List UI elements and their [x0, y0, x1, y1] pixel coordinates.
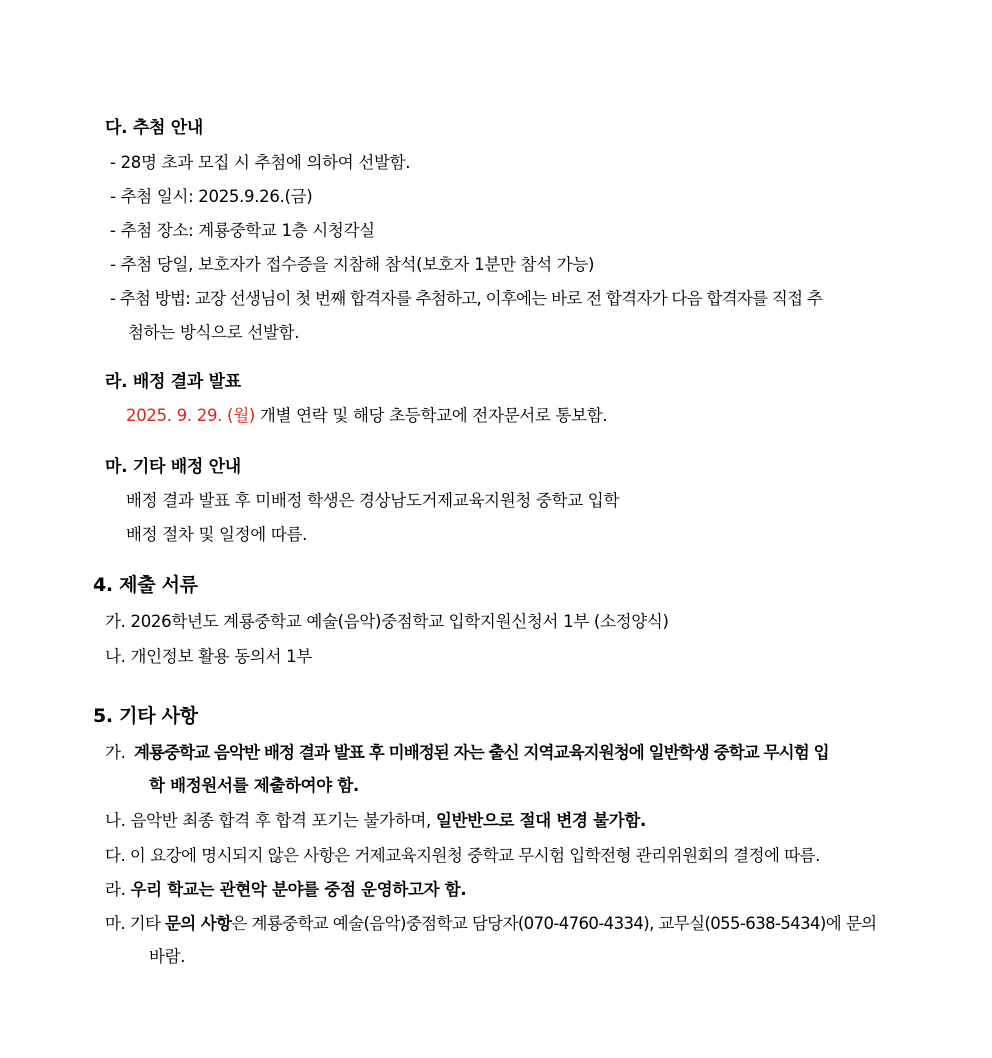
announcement-text: 개별 연락 및 해당 초등학교에 전자문서로 통보함.: [254, 406, 608, 425]
item-ma-line1: [105, 913, 898, 935]
section-da-heading: 다. 추첨 안내: [105, 118, 204, 138]
item-na-text: 나. 음악반 최종 합격 후 합격 포기는 불가하며,: [105, 811, 436, 830]
list-item: - 추첨 장소: 계룡중학교 1층 시청각실: [110, 221, 375, 240]
section-ma-heading: 마. 기타 배정 안내: [105, 457, 241, 477]
list-item: 가. 2026학년도 계룡중학교 예술(음악)중점학교 입학지원신청서 1부 (소정양식): [105, 612, 669, 631]
item-ga-line2: 학 배정원서를 제출하여야 함.: [149, 776, 359, 795]
section-5-heading: 5. 기타 사항: [93, 705, 198, 727]
item-na: [105, 810, 646, 832]
item-ma-text: 은 계룡중학교 예술(음악)중점학교 담당자(070-4760-4334), 교무실(055-638-5434)에 문의: [231, 914, 877, 933]
list-item: - 추첨 당일, 보호자가 접수증을 지참해 참석(보호자 1분만 참석 가능): [110, 255, 595, 274]
item-ga-marker: 가.: [105, 743, 126, 762]
list-item-method-cont: 첨하는 방식으로 선발함.: [128, 323, 300, 342]
item-ma-bold: 문의 사항: [164, 914, 232, 933]
item-da: 다. 이 요강에 명시되지 않은 사항은 거제교육지원청 중학교 무시험 입학전형 관리위원회의 결정에 따름.: [105, 846, 820, 865]
item-ra: [105, 879, 466, 901]
announcement-line: [126, 405, 607, 427]
list-item: - 28명 초과 모집 시 추첨에 의하여 선발함.: [110, 153, 411, 172]
item-ra-marker: 라.: [105, 880, 131, 899]
item-ra-bold: 우리 학교는 관현악 분야를 중점 운영하고자 함.: [130, 880, 467, 899]
announcement-date: 2025. 9. 29. (월): [126, 406, 255, 425]
paragraph-line: 배정 결과 발표 후 미배정 학생은 경상남도거제교육지원청 중학교 입학: [126, 491, 620, 510]
item-na-bold: 일반반으로 절대 변경 불가함.: [435, 811, 646, 830]
item-ma-prefix: 마. 기타: [105, 914, 165, 933]
section-4-heading: 4. 제출 서류: [93, 574, 198, 596]
item-ma-line2: 바람.: [149, 947, 186, 966]
list-item: - 추첨 일시: 2025.9.26.(금): [110, 187, 313, 206]
section-ra-heading: 라. 배정 결과 발표: [105, 372, 241, 392]
item-ga-line1: 계룡중학교 음악반 배정 결과 발표 후 미배정된 자는 출신 지역교육지원청에 일반학생 중학교 무시험 입: [134, 743, 829, 762]
list-item-method: - 추첨 방법: 교장 선생님이 첫 번째 합격자를 추첨하고, 이후에는 바로 전 합격자가 다음 합격자를 직접 추: [110, 289, 823, 308]
list-item: 나. 개인정보 활용 동의서 1부: [105, 647, 312, 666]
paragraph-line: 배정 절차 및 일정에 따름.: [126, 525, 308, 544]
